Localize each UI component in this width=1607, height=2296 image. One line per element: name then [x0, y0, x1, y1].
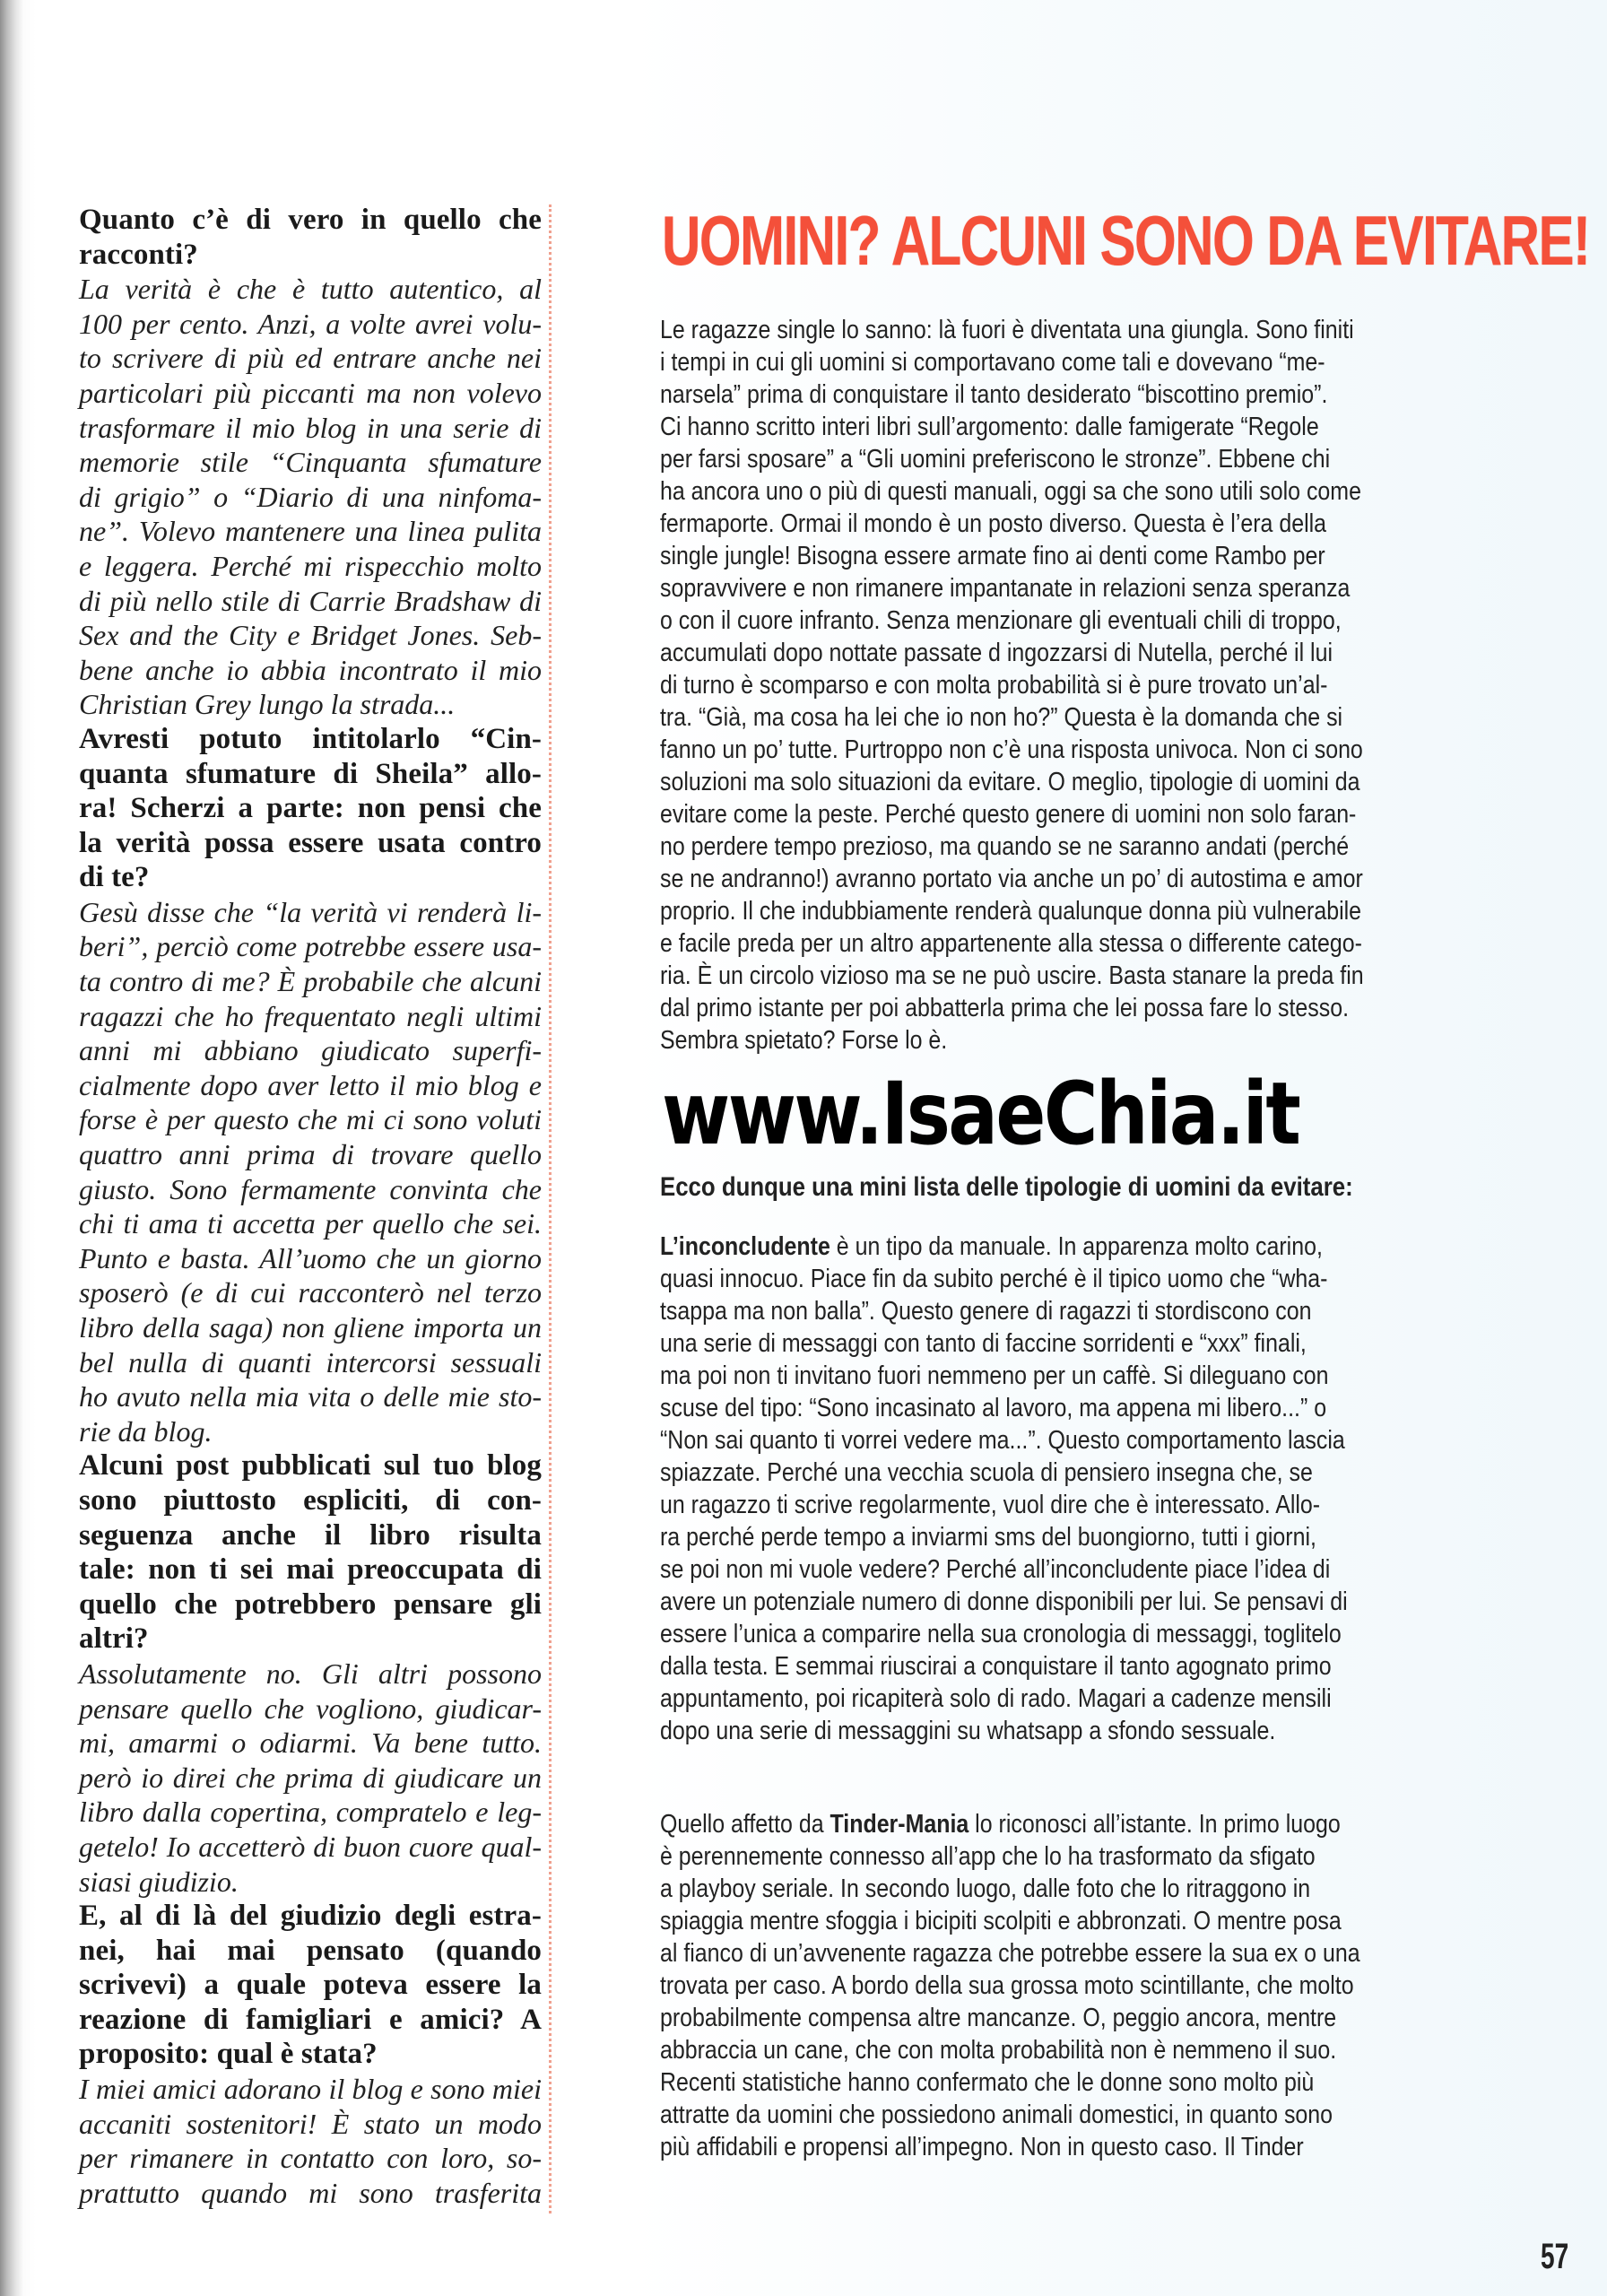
text-line: Avresti potuto intitolarlo “Cin-: [79, 722, 542, 755]
text-line: evitare come la peste. Perché questo genere di uomini non solo faran-: [660, 800, 1357, 829]
text-line: trasformare il mio blog in una serie di: [79, 411, 542, 444]
text-line: single jungle! Bisogna essere armate fino ai denti come Rambo per: [660, 542, 1325, 570]
text-line: bene anche io abbia incontrato il mio: [79, 653, 542, 686]
text-line: una serie di messaggi con tanto di faccine sorridenti e “xxx” finali,: [660, 1329, 1307, 1358]
text-line: quasi innocuo. Piace fin da subito perché è il tipico uomo che “wha-: [660, 1265, 1328, 1293]
lead-text: Quello affetto da: [660, 1810, 830, 1839]
list-heading: Ecco dunque una mini lista delle tipologie di uomini da evitare:: [660, 1172, 1353, 1202]
text-line: mi, amarmi o odiarmi. Va bene tutto.: [79, 1726, 542, 1760]
text-line: ra! Scherzi a parte: non pensi che: [79, 792, 542, 825]
text-line: forse è per questo che mi ci sono voluti: [79, 1103, 542, 1136]
text-line: nei, hai mai pensato (quando: [79, 1934, 542, 1967]
section-tinder-mania: [660, 1808, 1557, 2163]
interview-column: [79, 203, 542, 2210]
page-fold-shadow: [0, 0, 23, 2296]
text-line: più affidabili e propensi all’impegno. Non in questo caso. Il Tinder: [660, 2133, 1304, 2161]
text-line: ho avuto nella mia vita o delle mie sto-: [79, 1380, 542, 1413]
text-line: sopravvivere e non rimanere impantanate in relazioni senza speranza: [660, 574, 1351, 603]
text-line: ma poi non ti invitano fuori nemmeno per un caffè. Si dileguano con: [660, 1361, 1329, 1390]
text-line: trovata per caso. A bordo della sua grossa moto scintillante, che molto: [660, 1971, 1354, 2000]
text-line: proposito: qual è stata?: [79, 2038, 378, 2071]
interview-question: [79, 722, 542, 895]
text-line: memorie stile “Cinquanta sfumature: [79, 446, 542, 479]
text-line: particolari più piccanti ma non volevo: [79, 376, 542, 409]
text-line: quattro anni prima di trovare quello: [79, 1138, 542, 1171]
text-line: Quanto c’è di vero in quello che: [79, 204, 542, 236]
article-title: UOMINI? ALCUNI SONO DA EVITARE!: [662, 201, 1590, 280]
text-line: tra. “Già, ma cosa ha lei che io non ho?” Questa è la domanda che si: [660, 703, 1343, 732]
interview-answer: [79, 2072, 542, 2210]
text-line: quanta sfumature di Sheila” allo-: [79, 757, 542, 790]
interview-answer: [79, 895, 542, 1449]
text-line: Le ragazze single lo sanno: là fuori è diventata una giungla. Sono finiti: [660, 316, 1354, 344]
text-line: ria. È un circolo vizioso ma se ne può uscire. Basta stanare la preda fin: [660, 961, 1364, 990]
text-line: getelo! Io accetterò di buon cuore qual-: [79, 1830, 542, 1863]
text-line: abbraccia un cane, che con molta probabilità non è nemmeno il suo.: [660, 2036, 1337, 2065]
text-line: e facile preda per un altro appartenente alla stessa o differente catego-: [660, 929, 1362, 958]
text-line: sposerò (e di cui racconterò nel terzo: [79, 1276, 542, 1309]
text-line: però io direi che prima di giudicare un: [79, 1761, 542, 1794]
interview-question: [79, 203, 542, 272]
first-line-rest: è un tipo da manuale. In apparenza molto carino,: [830, 1232, 1323, 1261]
text-line: racconti?: [79, 238, 198, 271]
watermark: www.IsaeChia.it: [662, 1064, 1299, 1164]
text-line: Sex and the City e Bridget Jones. Seb-: [79, 619, 542, 652]
text-line: un ragazzo ti scrive regolarmente, vuol dire che è interessato. Allo-: [660, 1491, 1321, 1519]
text-line: ragazzi che ho frequentato negli ultimi: [79, 999, 542, 1032]
text-line: di più nello stile di Carrie Bradshaw di: [79, 584, 542, 617]
text-line: libro dalla copertina, compratelo e leg-: [79, 1796, 542, 1829]
text-line: siasi giudizio.: [79, 1865, 239, 1898]
text-line: accumulati dopo nottate passate d ingozzarsi di Nutella, perché il lui: [660, 639, 1333, 667]
section-first-line: [660, 1231, 1431, 1263]
text-line: ha ancora uno o più di questi manuali, oggi sa che sono utili solo come: [660, 477, 1361, 506]
text-line: di grigio” o “Diario di una ninfoma-: [79, 480, 542, 513]
text-line: cialmente dopo aver letto il mio blog e: [79, 1068, 542, 1101]
text-line: to scrivere di più ed entrare anche nei: [79, 342, 542, 375]
text-line: prattutto quando mi sono trasferita: [79, 2176, 542, 2209]
text-line: dalla testa. E semmai riuscirai a conquistare il tanto agognato primo: [660, 1652, 1332, 1681]
text-line: beri”, perciò come potrebbe essere usa-: [79, 930, 542, 963]
text-line: probabilmente compensa altre mancanze. O, peggio ancora, mentre: [660, 2004, 1337, 2032]
text-line: libro della saga) non gliene importa un: [79, 1311, 542, 1344]
article-intro: [660, 314, 1557, 1057]
text-line: se ne andranno!) avranno portato via anche un po’ di autostima e amor: [660, 865, 1363, 893]
text-line: o con il cuore infranto. Senza menzionare gli eventuali chili di troppo,: [660, 606, 1342, 635]
text-line: la verità possa essere usata contro: [79, 826, 542, 859]
text-line: seguenza anche il libro risulta: [79, 1518, 542, 1552]
term-inconcludente: L’inconcludente: [660, 1232, 830, 1261]
text-line: fanno un po’ tutte. Purtroppo non c’è una risposta univoca. Non ci sono: [660, 735, 1363, 764]
text-line: Recenti statistiche hanno confermato che le donne sono molto più: [660, 2068, 1315, 2097]
section-first-line: [660, 1808, 1431, 1840]
text-line: altri?: [79, 1622, 149, 1656]
first-line-rest: lo riconosci all’istante. In primo luogo: [969, 1810, 1341, 1839]
text-line: quello che potrebbero pensare gli: [79, 1587, 542, 1621]
page-number: 57: [1541, 2237, 1569, 2276]
text-line: rie da blog.: [79, 1414, 213, 1448]
text-line: pensare quello che vogliono, giudicar-: [79, 1692, 542, 1725]
text-line: no perdere tempo prezioso, ma quando se ne saranno andati (perché: [660, 832, 1350, 861]
column-divider: [549, 204, 552, 2213]
text-line: I miei amici adorano il blog e sono miei: [79, 2073, 542, 2106]
text-line: Sembra spietato? Forse lo è.: [660, 1026, 948, 1055]
text-line: soluzioni ma solo situazioni da evitare. O meglio, tipologie di uomini da: [660, 768, 1360, 796]
text-line: tsappa ma non balla”. Questo genere di ragazzi ti stordiscono con: [660, 1297, 1312, 1326]
text-line: ne”. Volevo mantenere una linea pulita: [79, 515, 542, 548]
text-line: accaniti sostenitori! È stato un modo: [79, 2107, 542, 2140]
text-line: sono piuttosto espliciti, di con-: [79, 1483, 542, 1517]
text-line: “Non sai quanto ti vorrei vedere ma...”. Questo comportamento lascia: [660, 1426, 1345, 1455]
list-heading-block: [660, 1171, 1557, 1204]
section-inconcludente: [660, 1231, 1557, 1747]
text-line: appuntamento, poi ricapiterà solo di rado. Magari a cadenze mensili: [660, 1684, 1332, 1713]
text-line: di te?: [79, 861, 150, 894]
text-line: 100 per cento. Anzi, a volte avrei volu-: [79, 307, 542, 340]
text-line: Gesù disse che “la verità vi renderà li-: [79, 895, 542, 928]
text-line: avere un potenziale numero di donne disponibili per lui. Se pensavi di: [660, 1587, 1348, 1616]
text-line: La verità è che è tutto autentico, al: [79, 273, 542, 306]
text-line: giusto. Sono fermamente convinta che: [79, 1172, 542, 1205]
term-tinder-mania: Tinder-Mania: [830, 1810, 969, 1839]
text-line: Punto e basta. All’uomo che un giorno: [79, 1241, 542, 1274]
text-line: ra perché perde tempo a inviarmi sms del buongiorno, tutti i giorni,: [660, 1523, 1316, 1552]
text-line: dopo una serie di messaggini su whatsapp a sfondo sessuale.: [660, 1717, 1276, 1745]
text-line: dal primo istante per poi abbatterla prima che lei possa fare lo stesso.: [660, 994, 1350, 1022]
interview-question: [79, 1899, 542, 2072]
interview-question: [79, 1448, 542, 1657]
interview-answer: [79, 272, 542, 722]
text-line: Assolutamente no. Gli altri possono: [79, 1657, 542, 1690]
text-line: attratte da uomini che possiedono animali domestici, in quanto sono: [660, 2100, 1333, 2129]
text-line: scuse del tipo: “Sono incasinato al lavoro, ma appena mi libero...” o: [660, 1394, 1327, 1422]
text-line: chi ti ama ti accetta per quello che sei.: [79, 1207, 542, 1240]
text-line: spiazzate. Perché una vecchia scuola di pensiero insegna che, se: [660, 1458, 1313, 1487]
text-line: Christian Grey lungo la strada...: [79, 688, 456, 721]
text-line: per rimanere in contatto con loro, so-: [79, 2142, 542, 2175]
text-line: i tempi in cui gli uomini si comportavano come tali e dovevano “me-: [660, 348, 1325, 377]
text-line: E, al di là del giudizio degli estra-: [79, 1900, 542, 1933]
text-line: di turno è scomparso e con molta probabilità si è pure trovato un’al-: [660, 671, 1328, 700]
text-line: Alcuni post pubblicati sul tuo blog: [79, 1449, 542, 1483]
text-line: tale: non ti sei mai preoccupata di: [79, 1553, 542, 1587]
text-line: fermaporte. Ormai il mondo è un posto diverso. Questa è l’era della: [660, 509, 1327, 538]
text-line: a playboy seriale. In secondo luogo, dalle foto che lo ritraggono in: [660, 1874, 1311, 1903]
text-line: se poi non mi vuole vedere? Perché all’inconcludente piace l’idea di: [660, 1555, 1331, 1584]
text-line: anni mi abbiano giudicato superfi-: [79, 1034, 542, 1067]
text-line: ta contro di me? È probabile che alcuni: [79, 965, 542, 998]
text-line: proprio. Il che indubbiamente renderà qualunque donna più vulnerabile: [660, 897, 1362, 926]
text-line: è perennemente connesso all’app che lo ha trasformato da sfigato: [660, 1842, 1316, 1871]
text-line: narsela” prima di conquistare il tanto desiderato “biscottino premio”.: [660, 380, 1328, 409]
text-line: Ci hanno scritto interi libri sull’argomento: dalle famigerate “Regole: [660, 413, 1319, 441]
text-line: reazione di famigliari e amici? A: [79, 2003, 542, 2036]
text-line: spiaggia mentre sfoggia i bicipiti scolpiti e abbronzati. O mentre posa: [660, 1907, 1342, 1935]
text-line: scrivevi) a quale poteva essere la: [79, 1969, 542, 2002]
interview-answer: [79, 1657, 542, 1899]
text-line: bel nulla di quanti intercorsi sessuali: [79, 1345, 542, 1378]
text-line: per farsi sposare” a “Gli uomini preferiscono le stronze”. Ebbene chi: [660, 445, 1331, 474]
text-line: essere l’unica a comparire nella sua cronologia di messaggi, toglitelo: [660, 1620, 1342, 1648]
text-line: e leggera. Perché mi rispecchio molto: [79, 549, 542, 582]
text-line: al fianco di un’avvenente ragazza che potrebbe essere la sua ex o una: [660, 1939, 1360, 1968]
